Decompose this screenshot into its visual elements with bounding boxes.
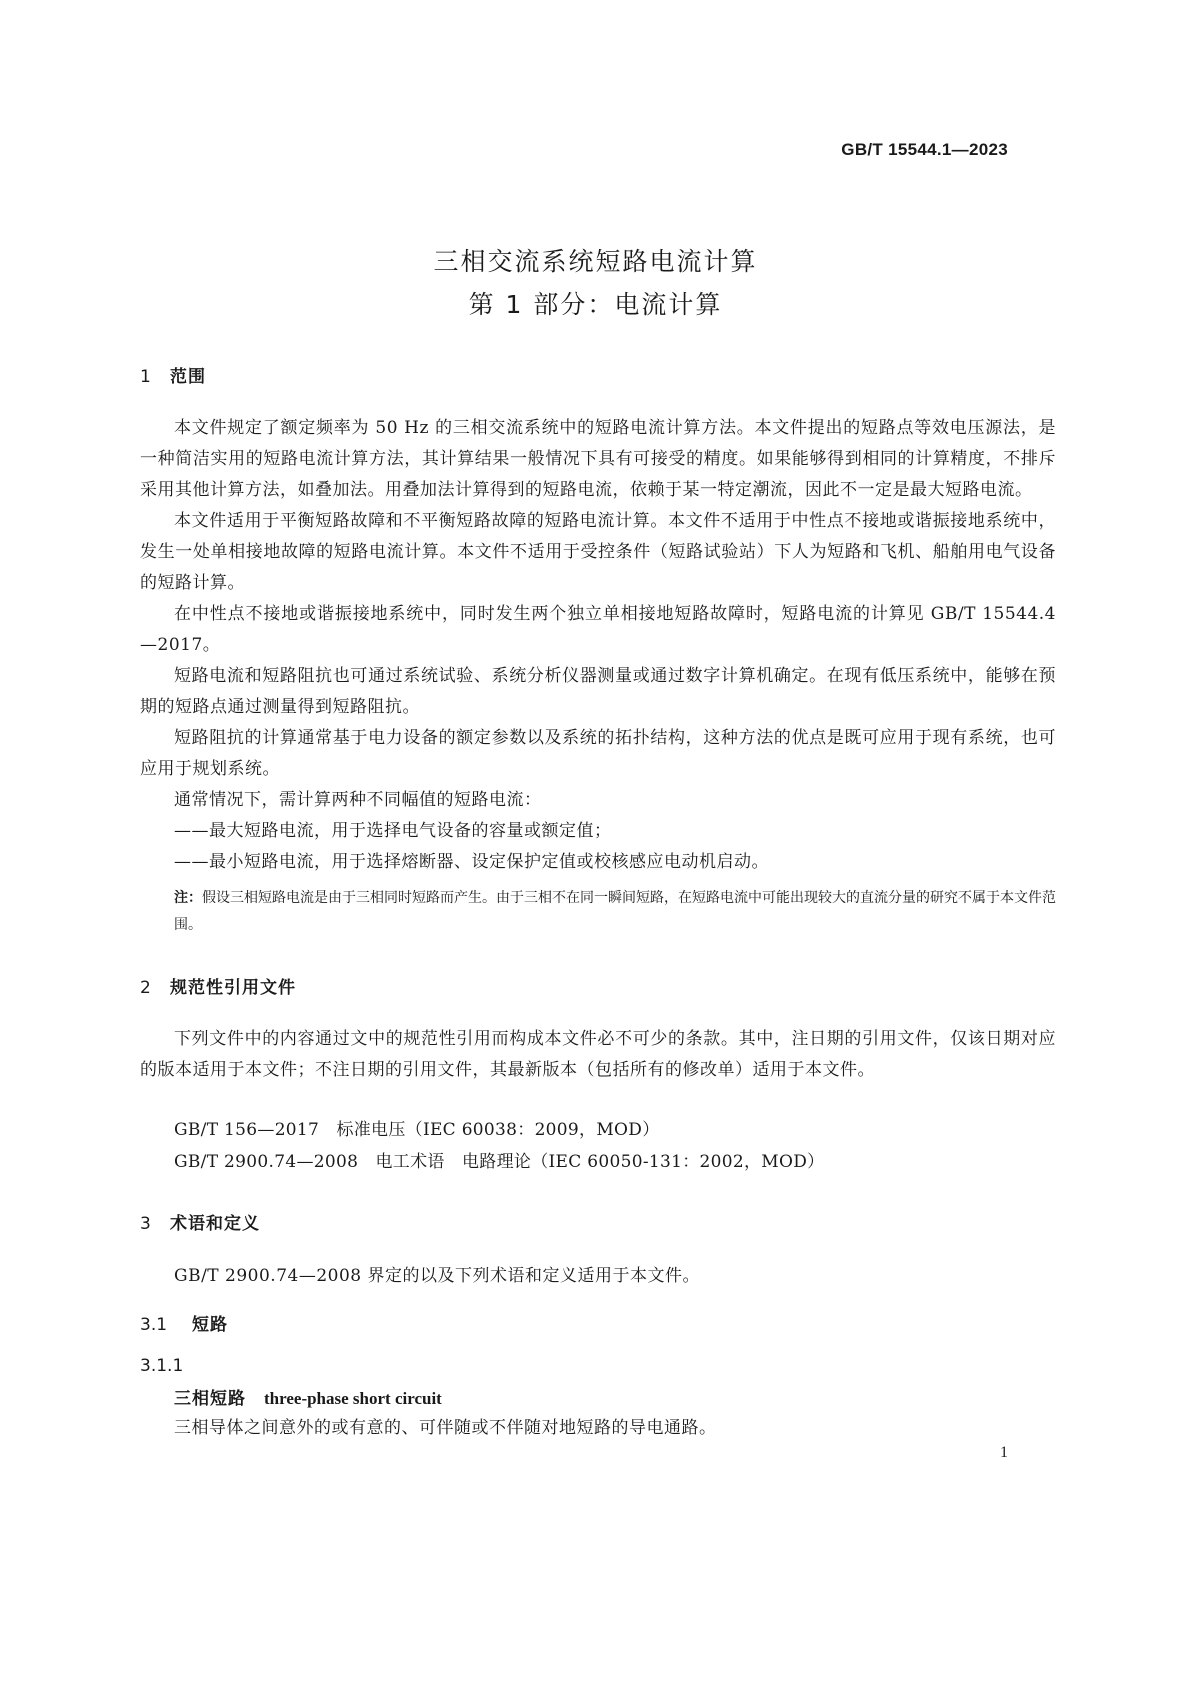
paragraph: 在中性点不接地或谐振接地系统中，同时发生两个独立单相接地短路故障时，短路电流的计算见 GB/T 15544.4—2017。: [140, 604, 1056, 655]
section-3-body: [140, 1261, 1056, 1292]
paragraph: 本文件规定了额定频率为 50 Hz 的三相交流系统中的短路电流计算方法。本文件提出的短路点等效电压源法，是一种简洁实用的短路电流计算方法，其计算结果一般情况下具有可接受的精度。如果能够得到相同的计算精度，不排斥采用其他计算方法，如叠加法。用叠加法计算得到的短路电流，依赖于某一特定潮流，因此不一定是最大短路电流。: [140, 418, 1056, 500]
section-title: 术语和定义: [170, 1214, 260, 1234]
subsection-heading: [140, 1310, 228, 1335]
list-item: ——最大短路电流，用于选择电气设备的容量或额定值；: [174, 821, 612, 841]
note-text: 假设三相短路电流是由于三相同时短路而产生。由于三相不在同一瞬间短路，在短路电流中可能出现较大的直流分量的研究不属于本文件范围。: [174, 890, 1056, 933]
document-title-line1: 三相交流系统短路电流计算: [433, 247, 758, 276]
term-english: three-phase short circuit: [264, 1389, 442, 1408]
term-chinese: 三相短路: [174, 1389, 246, 1409]
section-1-body: [140, 413, 1056, 878]
term-entry: [174, 1384, 442, 1409]
paragraph: 短路阻抗的计算通常基于电力设备的额定参数以及系统的拓扑结构，这种方法的优点是既可应用于现有系统，也可应用于规划系统。: [140, 728, 1056, 779]
section-2-body: [140, 1024, 1056, 1086]
subsection-number: 3.1: [140, 1315, 168, 1335]
section-number: 3: [140, 1214, 152, 1234]
section-number: 1: [140, 367, 152, 387]
paragraph: 本文件适用于平衡短路故障和不平衡短路故障的短路电流计算。本文件不适用于中性点不接地或谐振接地系统中，发生一处单相接地故障的短路电流计算。本文件不适用于受控条件（短路试验站）下人为短路和飞机、船舶用电气设备的短路计算。: [140, 511, 1056, 593]
reference-item: GB/T 2900.74—2008 电工术语 电路理论（IEC 60050-131：2002，MOD）: [174, 1152, 825, 1172]
paragraph: 通常情况下，需计算两种不同幅值的短路电流：: [174, 790, 542, 810]
list-item: ——最小短路电流，用于选择熔断器、设定保护定值或校核感应电动机启动。: [174, 852, 769, 872]
document-title-line2: 第 1 部分：电流计算: [468, 290, 723, 319]
reference-list: [174, 1114, 824, 1178]
subsection-title: 短路: [192, 1315, 228, 1335]
standard-number: GB/T 15544.1—2023: [841, 140, 1008, 159]
paragraph: 短路电流和短路阻抗也可通过系统试验、系统分析仪器测量或通过数字计算机确定。在现有低压系统中，能够在预期的短路点通过测量得到短路阻抗。: [140, 666, 1056, 717]
page-number: 1: [1000, 1444, 1008, 1461]
section-2-heading: [140, 973, 296, 998]
note: [174, 885, 1056, 939]
note-label: 注：: [174, 890, 202, 906]
section-3-heading: [140, 1209, 260, 1234]
section-title: 范围: [170, 367, 206, 387]
section-title: 规范性引用文件: [170, 978, 296, 998]
paragraph: GB/T 2900.74—2008 界定的以及下列术语和定义适用于本文件。: [174, 1266, 701, 1286]
term-definition: 三相导体之间意外的或有意的、可伴随或不伴随对地短路的导电通路。: [174, 1418, 717, 1438]
paragraph: 下列文件中的内容通过文中的规范性引用而构成本文件必不可少的条款。其中，注日期的引用文件，仅该日期对应的版本适用于本文件；不注日期的引用文件，其最新版本（包括所有的修改单）适用于本文件。: [140, 1029, 1056, 1080]
section-number: 2: [140, 978, 152, 998]
section-1-heading: [140, 362, 206, 387]
reference-item: GB/T 156—2017 标准电压（IEC 60038：2009，MOD）: [174, 1120, 660, 1140]
term-number: 3.1.1: [140, 1356, 184, 1376]
